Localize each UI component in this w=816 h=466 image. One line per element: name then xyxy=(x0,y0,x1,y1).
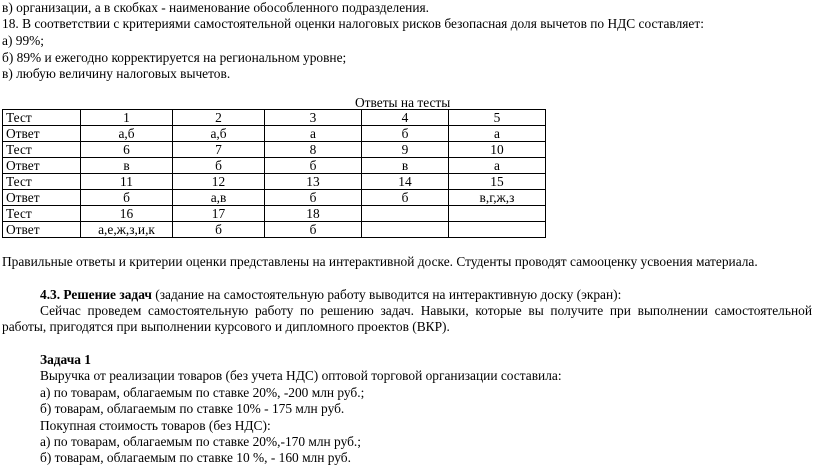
section-paragraph: Сейчас проведем самостоятельную работу по решению задач. Навыки, которые вы получите при выполнении самостоятельной работы, пригодятся при выполнении курсового и дипломного проектов (ВКР). xyxy=(2,303,812,334)
table-cell: 8 xyxy=(265,142,362,158)
table-cell: б xyxy=(362,126,449,142)
table-cell: а,в xyxy=(173,190,265,206)
table-cell: 9 xyxy=(362,142,449,158)
task-line-2: а) по товарам, облагаемым по ставке 20%, -200 млн руб.; xyxy=(40,385,365,400)
table-cell: а xyxy=(449,158,546,174)
answers-title: Ответы на тесты xyxy=(355,95,451,110)
table-cell: б xyxy=(362,190,449,206)
table-cell: а xyxy=(265,126,362,142)
table-cell: а,б xyxy=(81,126,173,142)
row-header-cell: Тест xyxy=(3,142,81,158)
table-row xyxy=(3,174,546,190)
table-cell: а,б xyxy=(173,126,265,142)
table-cell: 17 xyxy=(173,206,265,222)
section-heading xyxy=(40,287,621,303)
row-header-cell: Тест xyxy=(3,174,81,190)
table-cell: б xyxy=(173,222,265,238)
table-cell xyxy=(362,222,449,238)
table-cell: 18 xyxy=(265,206,362,222)
task-line-4: Покупная стоимость товаров (без НДС): xyxy=(40,418,271,433)
table-cell: б xyxy=(265,158,362,174)
row-header-cell: Ответ xyxy=(3,190,81,206)
text-line-2: 18. В соответствии с критериями самостоятельной оценки налоговых рисков безопасная доля вычетов по НДС составляет: xyxy=(2,16,704,31)
table-row xyxy=(3,206,546,222)
table-cell xyxy=(449,206,546,222)
table-cell: в xyxy=(362,158,449,174)
text-line-4: б) 89% и ежегодно корректируется на региональном уровне; xyxy=(2,50,347,65)
table-cell: 13 xyxy=(265,174,362,190)
table-cell: в,г,ж,з xyxy=(449,190,546,206)
table-cell: 7 xyxy=(173,142,265,158)
task-line-1: Выручка от реализации товаров (без учета НДС) оптовой торговой организации составила: xyxy=(40,368,562,383)
table-row xyxy=(3,110,546,126)
row-header-cell: Тест xyxy=(3,110,81,126)
table-cell: в xyxy=(81,158,173,174)
text-line-3: а) 99%; xyxy=(2,33,45,48)
correct-answers-note: Правильные ответы и критерии оценки представлены на интерактивной доске. Студенты проводят самооценку усвоения материала. xyxy=(2,254,758,269)
table-row xyxy=(3,126,546,142)
row-header-cell: Ответ xyxy=(3,222,81,238)
table-cell: 16 xyxy=(81,206,173,222)
table-cell: 1 xyxy=(81,110,173,126)
answers-table xyxy=(2,109,546,238)
table-cell: б xyxy=(81,190,173,206)
text-line-5: в) любую величину налоговых вычетов. xyxy=(2,66,231,81)
text-line-1: в) организации, а в скобках - наименование обособленного подразделения. xyxy=(2,0,430,15)
row-header-cell: Тест xyxy=(3,206,81,222)
task-line-5: а) по товарам, облагаемым по ставке 20%,-170 млн руб.; xyxy=(40,434,361,449)
table-row xyxy=(3,158,546,174)
table-cell: а,е,ж,з,и,к xyxy=(81,222,173,238)
table-cell: 5 xyxy=(449,110,546,126)
table-cell: а xyxy=(449,126,546,142)
row-header-cell: Ответ xyxy=(3,158,81,174)
section-heading-bold: 4.3. Решение задач xyxy=(40,287,152,302)
table-cell xyxy=(362,206,449,222)
row-header-cell: Ответ xyxy=(3,126,81,142)
table-cell: 3 xyxy=(265,110,362,126)
table-cell: 11 xyxy=(81,174,173,190)
section-heading-rest: (задание на самостоятельную работу выводится на интерактивную доску (экран): xyxy=(151,287,622,302)
table-row xyxy=(3,190,546,206)
table-cell: 2 xyxy=(173,110,265,126)
task-title: Задача 1 xyxy=(40,352,91,367)
table-cell: б xyxy=(173,158,265,174)
table-cell: б xyxy=(265,190,362,206)
task-line-6: б) товарам, облагаемым по ставке 10 %, - 160 млн руб. xyxy=(40,450,351,465)
table-cell: 12 xyxy=(173,174,265,190)
table-row xyxy=(3,142,546,158)
table-row xyxy=(3,222,546,238)
task-line-3: б) товарам, облагаемым по ставке 10% - 175 млн руб. xyxy=(40,401,345,416)
table-cell: 14 xyxy=(362,174,449,190)
table-cell: б xyxy=(265,222,362,238)
table-cell: 6 xyxy=(81,142,173,158)
table-cell: 10 xyxy=(449,142,546,158)
table-cell: 15 xyxy=(449,174,546,190)
table-cell xyxy=(449,222,546,238)
table-cell: 4 xyxy=(362,110,449,126)
